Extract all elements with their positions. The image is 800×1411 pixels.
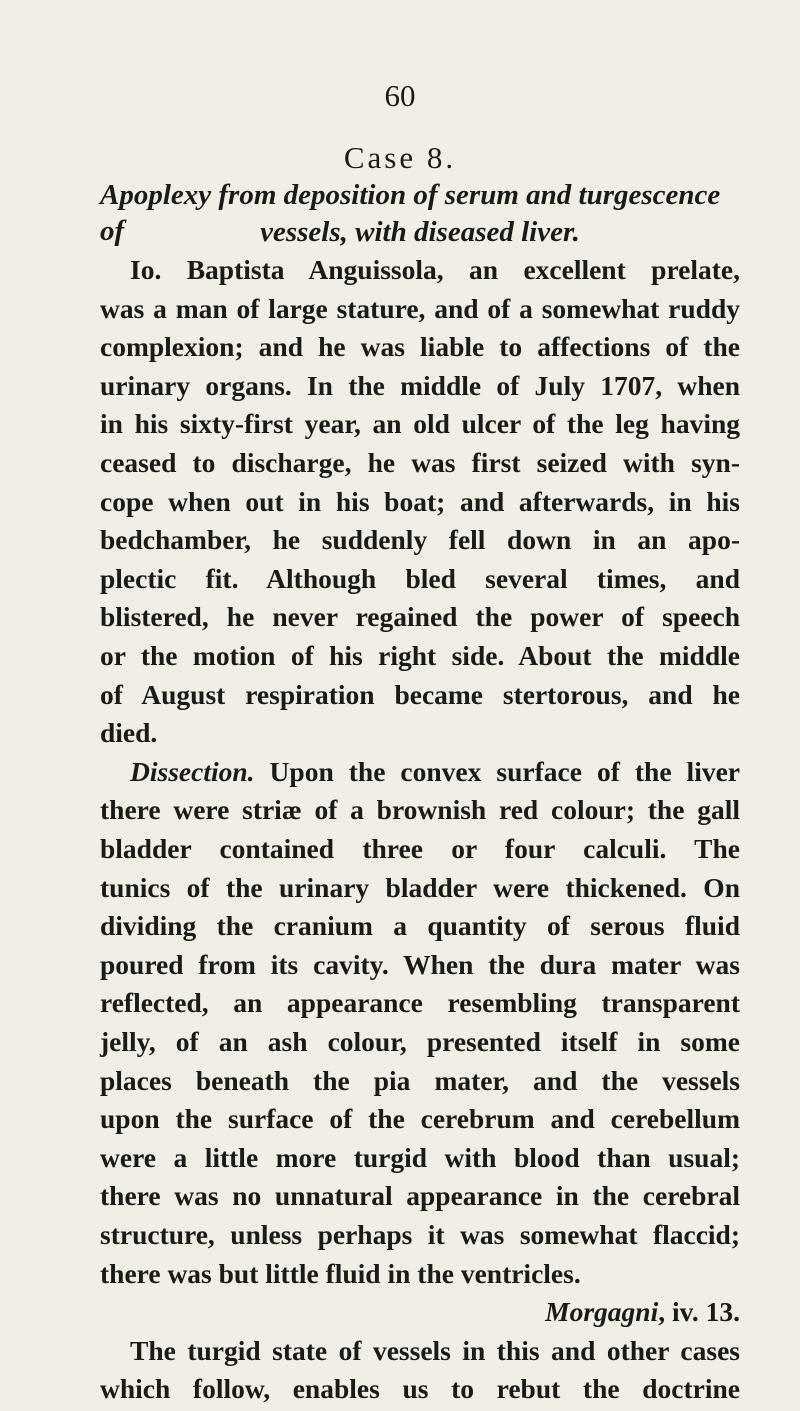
text-line: poured from its cavity. When the dura mater was bbox=[100, 948, 740, 980]
citation-reference: , iv. 13. bbox=[658, 1296, 740, 1328]
text-line: reflected, an appearance resembling transparent bbox=[100, 987, 740, 1019]
case-title-line-1: Apoplexy from deposition of serum and turgescence of bbox=[100, 179, 721, 247]
text-line: jelly, of an ash colour, presented itself in some bbox=[100, 1026, 740, 1057]
text-line: or the motion of his right side. About the middle bbox=[100, 640, 740, 671]
text-line: tunics of the urinary bladder were thickened. On bbox=[100, 871, 740, 903]
text-line: places beneath the pia mater, and the vessels bbox=[100, 1064, 740, 1096]
case-heading: Case 8. bbox=[343, 140, 457, 175]
text-line: structure, unless perhaps it was somewhat flaccid; bbox=[100, 1219, 740, 1250]
text-line: was a man of large stature, and of a somewhat ruddy bbox=[100, 292, 740, 324]
text-line: cope when out in his boat; and afterwards, in his bbox=[100, 485, 740, 517]
text-line: died. bbox=[100, 717, 158, 749]
text-line: The turgid state of vessels in this and other cases bbox=[130, 1334, 740, 1366]
text-line: complexion; and he was liable to affections of the bbox=[100, 331, 740, 363]
citation bbox=[100, 1294, 740, 1334]
text-line: which follow, enables us to rebut the doctrine bbox=[100, 1373, 740, 1405]
text-line: of August respiration became stertorous, and he bbox=[100, 678, 740, 710]
page-number: 60 bbox=[384, 78, 416, 113]
text-line: dividing the cranium a quantity of serous fluid bbox=[100, 910, 740, 942]
text-line: Io. Baptista Anguissola, an excellent prelate, bbox=[130, 254, 740, 285]
text-line: upon the surface of the cerebrum and cerebellum bbox=[100, 1103, 740, 1135]
citation-author: Morgagni bbox=[545, 1296, 659, 1328]
text-line: ceased to discharge, he was first seized with syn- bbox=[100, 447, 740, 478]
text-line: there was no unnatural appearance in the cerebral bbox=[100, 1180, 740, 1212]
case-title-line-2: vessels, with diseased liver. bbox=[260, 216, 580, 248]
text-line: there was but little fluid in the ventricles. bbox=[100, 1257, 581, 1289]
text-line: in his sixty-first year, an old ulcer of the leg having bbox=[100, 408, 740, 440]
dissection-label: Dissection. bbox=[130, 755, 255, 787]
text-line: bladder contained three or four calculi. The bbox=[100, 833, 740, 864]
text-line: bedchamber, he suddenly fell down in an apo- bbox=[100, 524, 740, 556]
text-line: were a little more turgid with blood than usual; bbox=[100, 1141, 740, 1173]
text-line: urinary organs. In the middle of July 1707, when bbox=[100, 369, 740, 401]
text-line: there were striæ of a brownish red colour; the gall bbox=[100, 794, 740, 826]
text-line: blistered, he never regained the power of speech bbox=[100, 601, 740, 633]
text-line: plectic fit. Although bled several times, and bbox=[100, 562, 740, 594]
dissection-first-line-text: Upon the convex surface of the liver bbox=[254, 755, 740, 787]
dissection-first-line bbox=[130, 754, 740, 794]
